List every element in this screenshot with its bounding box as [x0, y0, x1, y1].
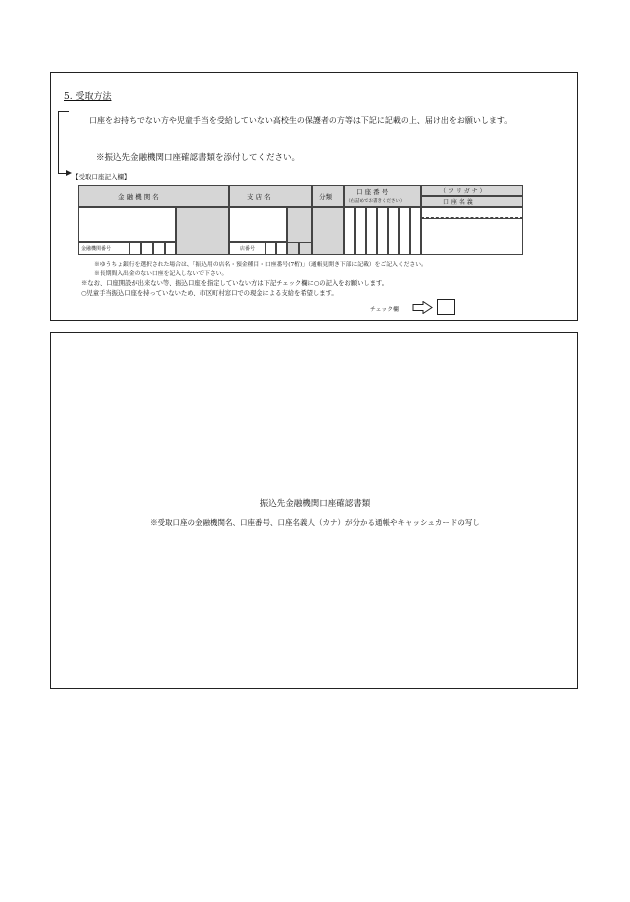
account-number-label: 口 座 番 号	[356, 188, 389, 196]
bank-code-digit[interactable]	[153, 242, 165, 255]
branch-code-digit[interactable]	[265, 242, 276, 255]
category-field[interactable]	[312, 207, 344, 255]
account-holder-label: 口 座 名 義	[443, 199, 473, 206]
bank-type-area	[176, 207, 229, 255]
branch-code-digit[interactable]	[299, 242, 312, 255]
account-number-note: （右詰めでお書きください）	[346, 199, 405, 204]
note-no-account: ※なお、口座開設が出来ない等、振込口座を指定していない方は下記チェック欄に○の記入をお願いします。	[81, 280, 389, 287]
bank-code-digit[interactable]	[129, 242, 141, 255]
account-digit[interactable]	[344, 207, 355, 255]
account-holder-field[interactable]	[421, 218, 523, 255]
account-digit[interactable]	[366, 207, 377, 255]
document-title: 振込先金融機関口座確認書類	[259, 499, 371, 509]
bank-name-field[interactable]	[78, 207, 176, 242]
furigana-label: （ フ リ ガ ナ ）	[440, 188, 486, 195]
account-digit[interactable]	[399, 207, 410, 255]
attach-note: ※振込先金融機関口座確認書類を添付してください。	[96, 153, 301, 163]
category-label: 分類	[319, 193, 332, 201]
account-digit[interactable]	[355, 207, 366, 255]
bank-name-label: 金 融 機 関 名	[118, 193, 159, 201]
note-cash-option: ○児童手当振込口座を持っていないため、市区町村窓口での現金による支給を希望します。	[81, 290, 338, 297]
note-yucho: ※ゆうちょ銀行を選択された場合は、「振込用の店名・預金種目・口座番号(7桁)」（通帳見開き下部に記載）をご記入ください。	[94, 262, 427, 268]
account-digit[interactable]	[410, 207, 421, 255]
bank-code-digit[interactable]	[165, 242, 176, 255]
cash-payment-checkbox[interactable]	[437, 299, 455, 315]
intro-text: 口座をお持ちでない方や児童手当を受給していない高校生の保護者の方等は下記に記載の上、届け出をお願いします。	[89, 116, 513, 125]
account-digit[interactable]	[377, 207, 388, 255]
note-dormant: ※長期間入出金のない口座を記入しないで下さい。	[94, 271, 228, 277]
bank-code-digit[interactable]	[141, 242, 153, 255]
bracket-line	[58, 111, 69, 174]
arrow-right-icon	[412, 301, 433, 314]
check-label: チェック欄	[370, 307, 399, 313]
account-entry-label: 【受取口座記入欄】	[72, 173, 131, 181]
branch-code-digit[interactable]	[276, 242, 287, 255]
section-heading: 5. 受取方法	[64, 92, 112, 102]
branch-name-field[interactable]	[229, 207, 287, 242]
furigana-field[interactable]	[421, 207, 523, 218]
branch-name-label: 支 店 名	[247, 193, 271, 201]
account-digit[interactable]	[388, 207, 399, 255]
document-attachment-area[interactable]	[50, 332, 578, 689]
branch-code-digit[interactable]	[287, 242, 299, 255]
bank-code-label: 金融機関番号	[81, 246, 112, 252]
bracket-line-bottom	[58, 173, 66, 174]
document-subtitle: ※受取口座の金融機関名、口座番号、口座名義人（カナ）が分かる通帳やキャッシュカードの写し	[150, 518, 480, 527]
branch-code-label: 店番号	[240, 246, 256, 252]
